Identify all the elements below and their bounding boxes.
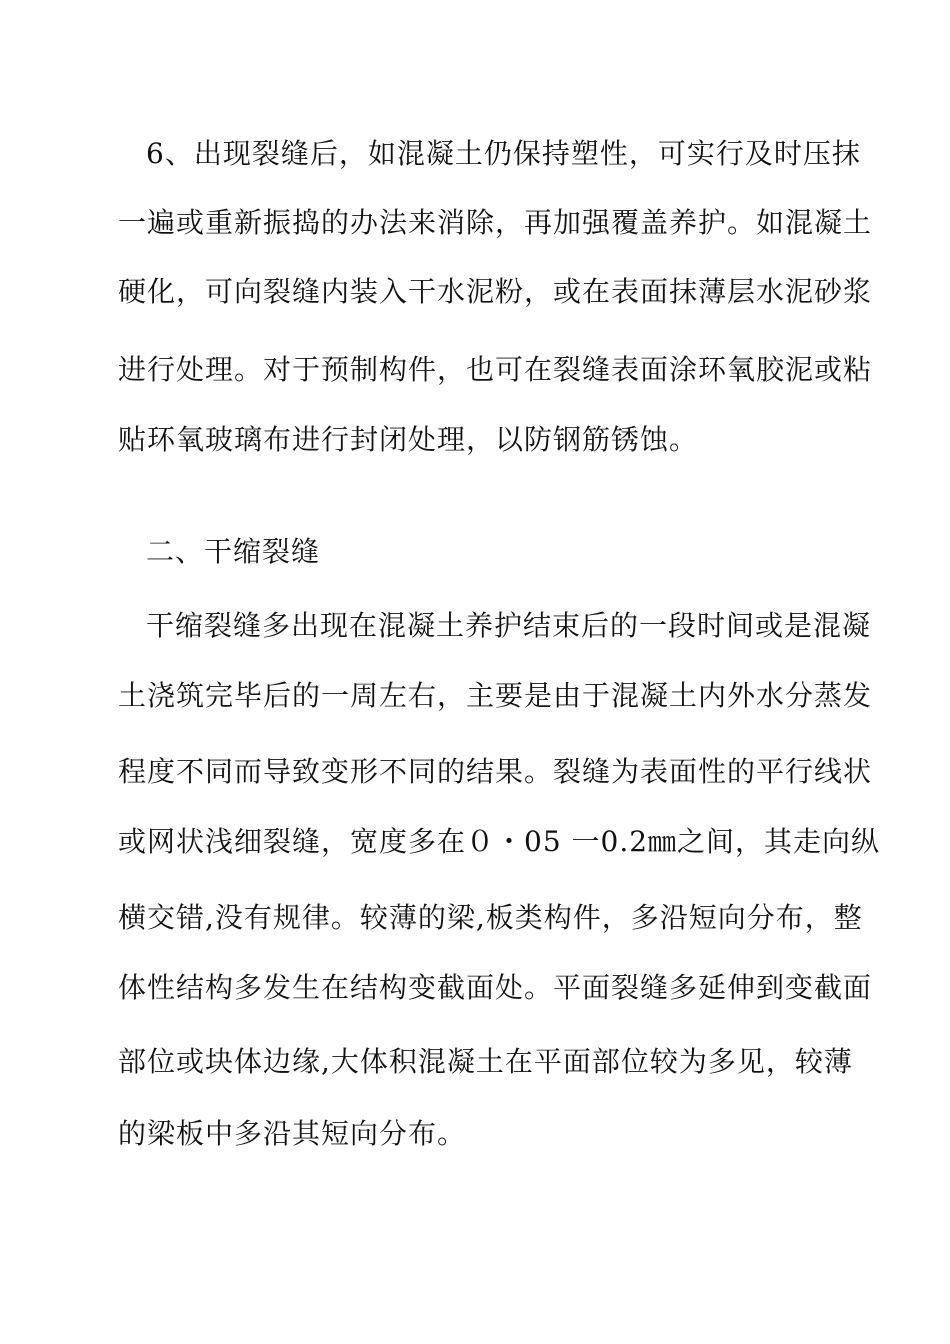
section-heading: 二、干缩裂缝 <box>146 535 321 568</box>
paragraph-1-line-4: 进行处理。对于预制构件，也可在裂缝表面涂环氧胶泥或粘 <box>118 353 873 386</box>
paragraph-2-line-7: 部位或块体边缘,大体积混凝土在平面部位较为多见，较薄 <box>118 1045 853 1078</box>
paragraph-2-line-2: 土浇筑完毕后的一周左右，主要是由于混凝土内外水分蒸发 <box>118 679 873 712</box>
paragraph-1-line-2: 一遍或重新振捣的办法来消除，再加强覆盖养护。如混凝土 <box>118 206 873 239</box>
paragraph-1-line-5: 贴环氧玻璃布进行封闭处理，以防钢筋锈蚀。 <box>118 423 699 456</box>
paragraph-2-line-4: 或网状浅细裂缝，宽度多在０・05 一0.2㎜之间，其走向纵 <box>118 825 881 858</box>
paragraph-1-line-3: 硬化，可向裂缝内装入干水泥粉，或在表面抹薄层水泥砂浆 <box>118 275 873 308</box>
paragraph-1-line-1: 6、出现裂缝后，如混凝土仍保持塑性，可实行及时压抹 <box>146 137 861 170</box>
paragraph-2-line-8: 的梁板中多沿其短向分布。 <box>118 1117 467 1150</box>
paragraph-2-line-1: 干缩裂缝多出现在混凝土养护结束后的一段时间或是混凝 <box>146 609 872 642</box>
paragraph-2-line-5: 横交错,没有规律。较薄的梁,板类构件，多沿短向分布，整 <box>118 901 863 934</box>
paragraph-2-line-6: 体性结构多发生在结构变截面处。平面裂缝多延伸到变截面 <box>118 971 873 1004</box>
paragraph-2-line-3: 程度不同而导致变形不同的结果。裂缝为表面性的平行线状 <box>118 755 873 788</box>
